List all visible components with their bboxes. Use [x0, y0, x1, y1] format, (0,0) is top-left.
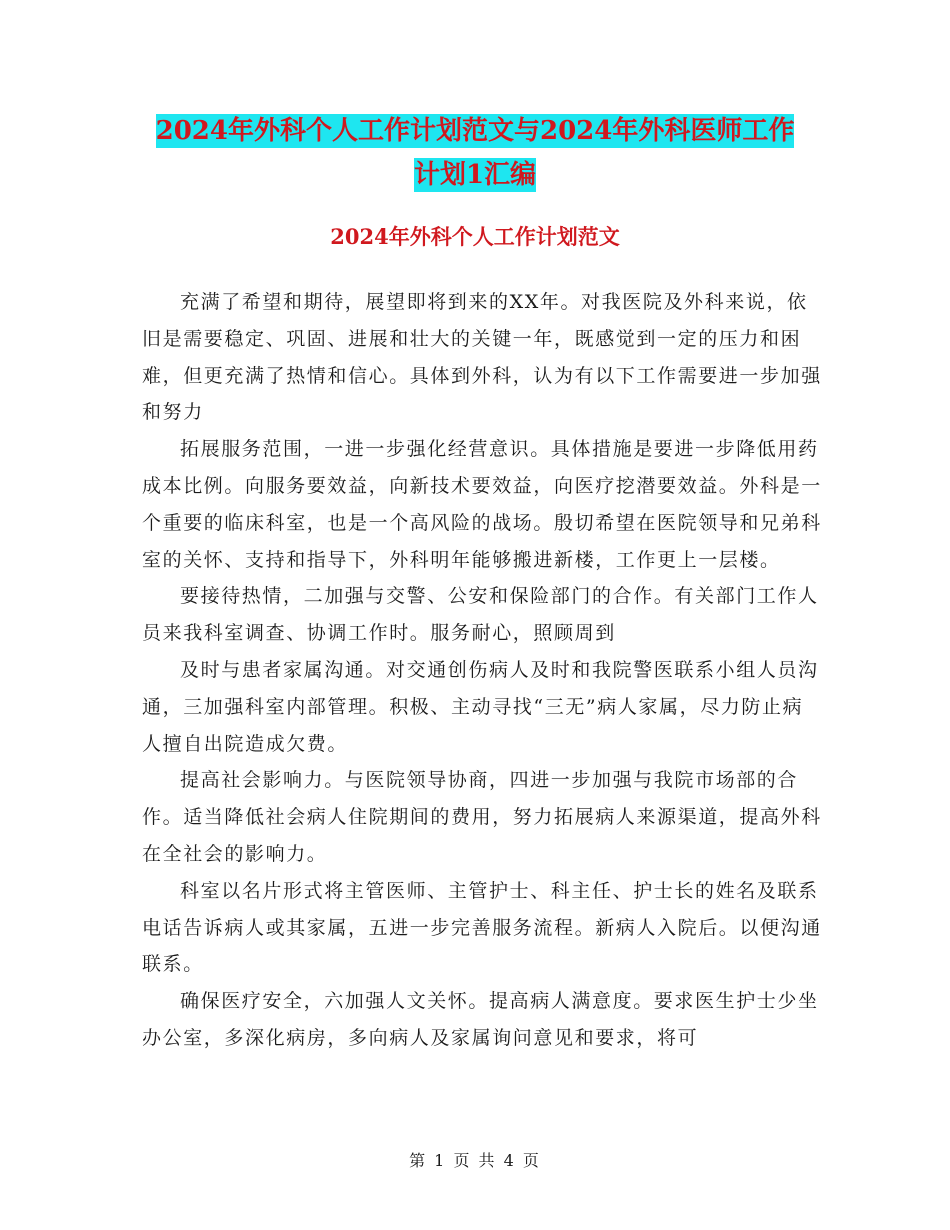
paragraph: 提高社会影响力。与医院领导协商，四进一步加强与我院市场部的合作。适当降低社会病人住院期间的费用，努力拓展病人来源渠道，提高外科在全社会的影响力。 — [142, 769, 822, 865]
paragraph: 充满了希望和期待，展望即将到来的XX年。对我医院及外科来说，依旧是需要稳定、巩固、进展和壮大的关键一年，既感觉到一定的压力和困难，但更充满了热情和信心。具体到外科，认为有以下工作需要进一步加强和努力 — [142, 291, 822, 424]
paragraph: 确保医疗安全，六加强人文关怀。提高病人满意度。要求医生护士少坐办公室，多深化病房，多向病人及家属询问意见和要求，将可 — [142, 990, 819, 1049]
paragraph: 及时与患者家属沟通。对交通创伤病人及时和我院警医联系小组人员沟通，三加强科室内部管理。积极、主动寻找“三无”病人家属，尽力防止病人擅自出院造成欠费。 — [142, 658, 819, 755]
section-title: 2024年外科个人工作计划范文 — [330, 224, 620, 249]
paragraph: 科室以名片形式将主管医师、主管护士、科主任、护士长的姓名及联系电话告诉病人或其家属，五进一步完善服务流程。新病人入院后。以便沟通联系。 — [142, 879, 822, 976]
title-highlight: 2024年外科个人工作计划范文与2024年外科医师工作 — [155, 116, 795, 146]
document-title-line-2 — [0, 150, 950, 200]
title-highlight: 计划1汇编 — [413, 160, 537, 190]
paragraph: 要接待热情，二加强与交警、公安和保险部门的合作。有关部门工作人员来我科室调查、协调工作时。服务耐心，照顾周到 — [142, 585, 819, 645]
page-footer: 第 1 页 共 4 页 — [409, 1151, 541, 1170]
document-title-line-1 — [0, 106, 950, 156]
document-body — [142, 284, 822, 1057]
paragraph: 拓展服务范围，一进一步强化经营意识。具体措施是要进一步降低用药成本比例。向服务要效益，向新技术要效益，向医疗挖潜要效益。外科是一个重要的临床科室，也是一个高风险的战场。殷切希望在医院领导和兄弟科室的关怀、支持和指导下，外科明年能够搬进新楼，工作更上一层楼。 — [142, 438, 822, 571]
